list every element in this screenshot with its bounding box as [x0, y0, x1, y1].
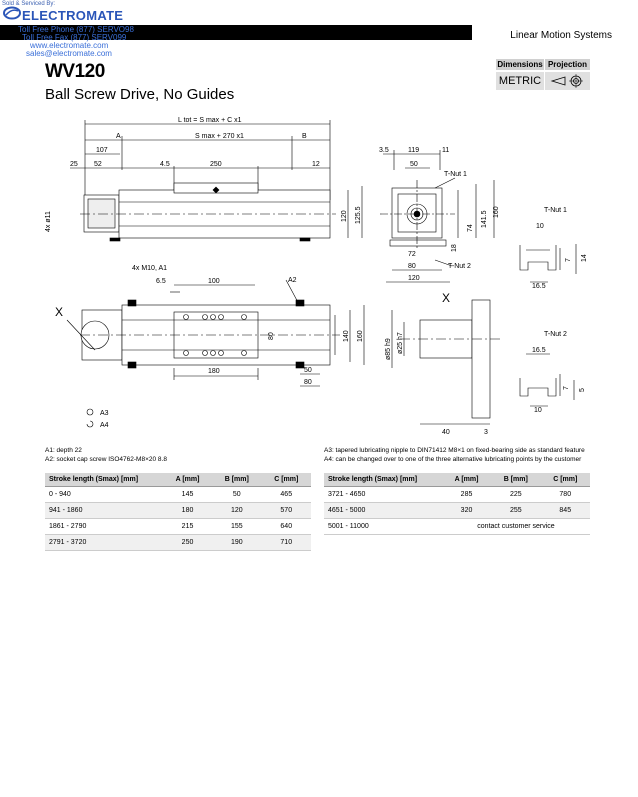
table-cell: 255 [491, 503, 540, 519]
end-view [380, 150, 494, 282]
col-b: B [mm] [212, 473, 261, 487]
tnut2-dim-16-5: 16.5 [532, 347, 546, 354]
end-tnut1-label: T-Nut 1 [444, 171, 467, 178]
col-a: A [mm] [442, 473, 491, 487]
model-title: WV120 [45, 61, 105, 82]
table-cell: 3721 - 4650 [324, 487, 442, 503]
table-cell: 215 [163, 519, 212, 535]
dim-3: 3 [484, 429, 488, 436]
dim-25: 25 [70, 161, 78, 168]
dim-119: 119 [408, 147, 420, 154]
electromate-logo-icon [3, 6, 21, 20]
table-row [324, 519, 590, 535]
table-cell: 0 - 940 [45, 487, 163, 503]
tnut2-dim-10: 10 [534, 407, 542, 414]
table-cell: 180 [163, 503, 212, 519]
dim-3-5: 3.5 [379, 147, 389, 154]
dim-125-5: 125.5 [355, 206, 362, 224]
projection-label: Projection [545, 59, 590, 70]
table-cell: 465 [262, 487, 311, 503]
dim-11: 11 [442, 147, 450, 154]
col-c: C [mm] [541, 473, 590, 487]
dim-85h9: ø85 h9 [385, 338, 392, 360]
dim-a: A [116, 133, 121, 140]
dim-12: 12 [312, 161, 320, 168]
category-label: Linear Motion Systems [510, 30, 612, 41]
tnut1-dim-16-5: 16.5 [532, 283, 546, 290]
table-cell: 250 [163, 535, 212, 551]
table-cell: 710 [262, 535, 311, 551]
dim-m10: 4x M10, A1 [132, 265, 168, 272]
projection-symbol-icon [545, 72, 590, 90]
table-row [45, 535, 311, 551]
dim-100: 100 [208, 278, 220, 285]
dim-80: 80 [408, 263, 416, 270]
table-row [45, 519, 311, 535]
table-cell: 780 [541, 487, 590, 503]
contact-customer-service-cell: contact customer service [442, 519, 590, 535]
tnut2-title: T-Nut 2 [544, 331, 567, 338]
dim-50-top: 50 [304, 367, 312, 374]
note-a1: A1: depth 22 [45, 447, 82, 454]
dim-107: 107 [96, 147, 108, 154]
dim-180: 180 [208, 368, 220, 375]
col-stroke: Stroke length (Smax) [mm] [45, 473, 163, 487]
brand-logo-text: ELECTROMATE [22, 8, 124, 23]
section-x-label: X [55, 305, 64, 319]
dim-141-5: 141.5 [481, 210, 488, 228]
dim-18: 18 [451, 244, 458, 252]
dim-sq72: 72 [408, 251, 416, 258]
tnut1-dim-7: 7 [565, 258, 572, 262]
dim-80-top: 80 [268, 332, 275, 340]
dim-smax: S max + 270 x1 [195, 133, 244, 140]
dim-52: 52 [94, 161, 102, 168]
detail-x-view [392, 300, 500, 424]
dim-120-end: 120 [408, 275, 420, 282]
stroke-table-right [324, 473, 590, 535]
dim-140: 140 [343, 330, 350, 342]
email-link[interactable]: sales@electromate.com [26, 49, 112, 58]
note-a2: A2: socket cap screw ISO4762-M8×20 8.8 [45, 456, 167, 463]
note-a3-symbol-label: A3 [100, 410, 109, 417]
dim-ltot: L tot = S max + C x1 [178, 117, 242, 124]
dim-a2-label: A2 [288, 277, 297, 284]
dim-160-top: 160 [357, 330, 364, 342]
end-tnut2-label: T-Nut 2 [448, 263, 471, 270]
table-cell: 285 [442, 487, 491, 503]
table-row [45, 503, 311, 519]
page-subtitle: Ball Screw Drive, No Guides [45, 86, 235, 103]
table-cell: 4651 - 5000 [324, 503, 442, 519]
note-a3: A3: tapered lubricating nipple to DIN71412 M8×1 on fixed-bearing side as standard feature [324, 447, 585, 454]
dim-74: 74 [467, 224, 474, 232]
dimensions-label: Dimensions [497, 60, 543, 69]
notes-right [324, 446, 585, 464]
table-row [324, 503, 590, 519]
table-cell: 2791 - 3720 [45, 535, 163, 551]
toll-free-phone: Toll Free Phone (877) SERVO98 [18, 25, 134, 34]
dim-4-5: 4.5 [160, 161, 170, 168]
table-cell: 320 [442, 503, 491, 519]
table-cell: 50 [212, 487, 261, 503]
sold-by-label: Sold & Serviced By: [2, 1, 56, 7]
toll-free-fax: Toll Free Fax (877) SERV099 [22, 33, 127, 42]
col-b: B [mm] [491, 473, 540, 487]
col-c: C [mm] [262, 473, 311, 487]
note-a4: A4: can be changed over to one of the three alternative lubricating points by the customer [324, 456, 582, 463]
tnut1-detail [520, 244, 576, 282]
table-cell: 640 [262, 519, 311, 535]
tnut1-dim-14: 14 [581, 254, 588, 262]
table-cell: 941 - 1860 [45, 503, 163, 519]
tnut1-dim-10: 10 [536, 223, 544, 230]
website-link[interactable]: www.electromate.com [30, 41, 109, 50]
table-cell: 1861 - 2790 [45, 519, 163, 535]
tnut2-dim-7: 7 [563, 386, 570, 390]
tnut2-detail [520, 354, 574, 406]
dim-80b-top: 80 [304, 379, 312, 386]
table-cell: 190 [212, 535, 261, 551]
table-cell: 845 [541, 503, 590, 519]
col-a: A [mm] [163, 473, 212, 487]
dim-25h7: ø25 h7 [397, 332, 404, 354]
unit-badge: METRIC [496, 72, 544, 90]
table-cell: 570 [262, 503, 311, 519]
note-a4-symbol-label: A4 [100, 422, 109, 429]
notes-left [45, 446, 167, 464]
table-cell: 145 [163, 487, 212, 503]
tnut1-title: T-Nut 1 [544, 207, 567, 214]
dim-50: 50 [410, 161, 418, 168]
table-cell: 225 [491, 487, 540, 503]
stroke-table-left [45, 473, 311, 551]
dim-250: 250 [210, 161, 222, 168]
top-view [67, 280, 364, 427]
dim-holes: 4x ø11 [45, 211, 52, 232]
dim-b: B [302, 133, 307, 140]
dim-40: 40 [442, 429, 450, 436]
table-row [324, 487, 590, 503]
dim-6-5: 6.5 [156, 278, 166, 285]
table-cell: 155 [212, 519, 261, 535]
tnut2-dim-5: 5 [579, 388, 586, 392]
table-cell: 5001 - 11000 [324, 519, 442, 535]
detail-x-title: X [442, 291, 451, 305]
dim-120: 120 [341, 210, 348, 222]
table-row [45, 487, 311, 503]
technical-drawing [0, 110, 638, 440]
table-cell: 120 [212, 503, 261, 519]
dim-160: 160 [493, 206, 500, 218]
col-stroke: Stroke length (Smax) [mm] [324, 473, 442, 487]
